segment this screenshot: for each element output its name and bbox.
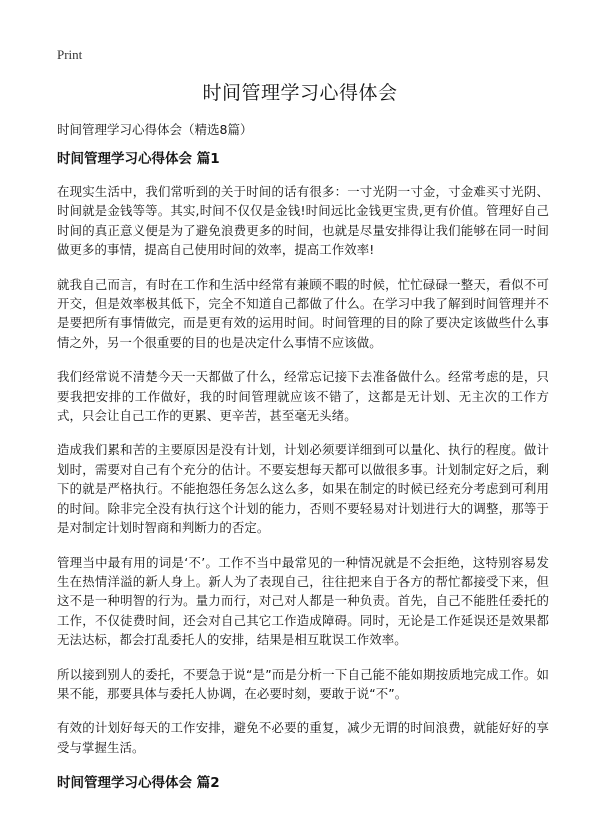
document-body bbox=[57, 148, 549, 806]
paragraph: 有效的计划好每天的工作安排，避免不必要的重复，减少无谓的时间浪费，就能好好的享受与掌握生活。 bbox=[57, 720, 549, 755]
paragraph: 造成我们累和苦的主要原因是没有计划，计划必须要详细到可以量化、执行的程度。做计划时，需要对自己有个充分的估计。不要妄想每天都可以做很多事。计划制定好之后，剩下的就是严格执行。不能抱怨任务怎么这么多，如果在制定的时候已经充分考虑到可利用的时间。除非完全没有执行这个计划的能力，否则不要轻易对计划进行大的调整，那等于是对制定计划时智商和判断力的否定。 bbox=[57, 442, 549, 536]
paragraph: 就我自己而言，有时在工作和生活中经常有兼顾不暇的时候，忙忙碌碌一整天，看似不可开交，但是效率极其低下，完全不知道自己都做了什么。在学习中我了解到时间管理并不是要把所有事情做完，而是更有效的运用时间。时间管理的目的除了要决定该做些什么事情之外，另一个很重要的目的也是决定什么事情不应该做。 bbox=[57, 276, 549, 350]
print-link[interactable]: Print bbox=[57, 47, 83, 62]
document-title: 时间管理学习心得体会 bbox=[202, 82, 398, 104]
paragraph: 在现实生活中，我们常听到的关于时间的话有很多：一寸光阴一寸金，寸金难买寸光阴、时间就是金钱等等。其实,时间不仅仅是金钱!时间远比金钱更宝贵,更有价值。管理好自己时间的真正意义便是为了避免浪费更多的时间，也就是尽量安排得让我们能够在同一时间做更多的事情，提高自己使用时间的效率，提高工作效率! bbox=[57, 184, 549, 258]
section-heading-1: 时间管理学习心得体会 篇1 bbox=[57, 151, 220, 167]
document-subtitle: 时间管理学习心得体会（精选8篇） bbox=[57, 122, 253, 137]
paragraph: 我们经常说不清楚今天一天都做了什么，经常忘记接下去准备做什么。经常考虑的是，只要我把安排的工作做好，我的时间管理就应该不错了，这都是无计划、无主次的工作方式，只会让自己工作的更累、更辛苦，甚至毫无头绪。 bbox=[57, 369, 549, 424]
paragraph: 管理当中最有用的词是‘不’。工作不当中最常见的一种情况就是不会拒绝，这特别容易发生在热情洋溢的新人身上。新人为了表现自己，往往把来自于各方的帮忙都接受下来，但这不是一种明智的行为。量力而行，对己对人都是一种负责。首先，自己不能胜任委托的工作，不仅徒费时间，还会对自己其它工作造成障碍。同时，无论是工作延误还是效果都无法达标，都会打乱委托人的安排，结果是相互耽误工作效率。 bbox=[57, 554, 549, 648]
paragraph: 所以接到别人的委托，不要急于说“是”而是分析一下自己能不能如期按质地完成工作。如果不能，那要具体与委托人协调，在必要时刻，要敢于说“不”。 bbox=[57, 666, 549, 701]
section-heading-2: 时间管理学习心得体会 篇2 bbox=[57, 775, 220, 792]
